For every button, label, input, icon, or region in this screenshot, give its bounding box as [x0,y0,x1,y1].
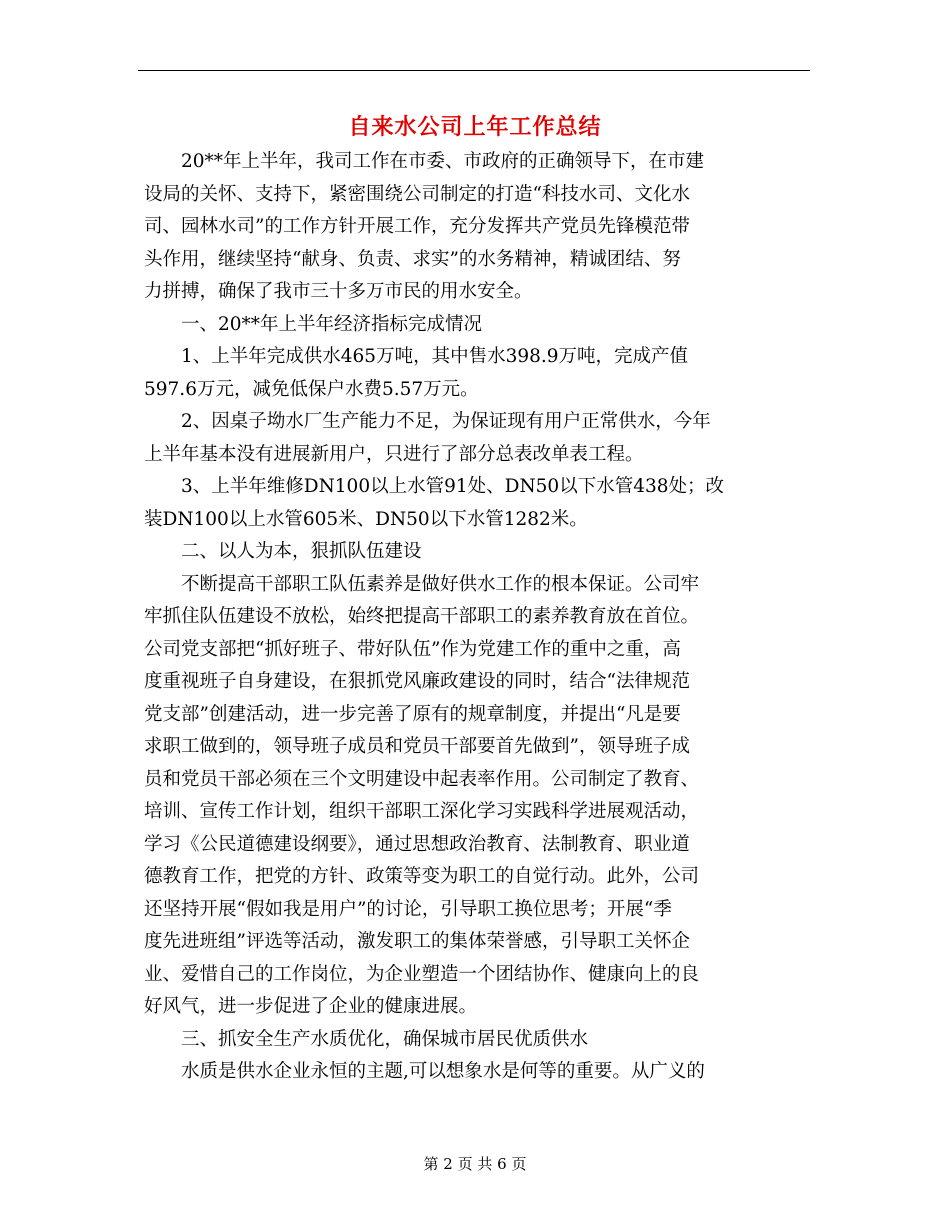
paragraph-team-building: 不断提高干部职工队伍素养是做好供水工作的根本保证。公司牢 牢抓住队伍建设不放松，始终把提高干部职工的素养教育放在首位。 公司党支部把“抓好班子、带好队伍”作为党建工作的重中之重，高 度重视班子自身建设，在狠抓党风廉政建设的同时，结合“法律规范 党支部”创建活动，进一步完善了原有的规章制度，并提出“凡是要 求职工做到的，领导班子成员和党员干部要首先做到”，领导班子成 员和党员干部必须在三个文明建设中起表率作用。公司制定了教育、 培训、宣传工作计划，组织干部职工深化学习实践科学进展观活动， 学习《公民道德建设纲要》，通过思想政治教育、法制教育、职业道 德教育工作，把党的方针、政策等变为职工的自觉行动。此外，公司 还坚持开展“假如我是用户”的讨论，引导职工换位思考；开展“季 度先进班组”评选等活动，激发职工的集体荣誉感，引导职工关怀企 业、爱惜自己的工作岗位，为企业塑造一个团结协作、健康向上的良 好风气，进一步促进了企业的健康进展。 [144,573,700,1017]
page-footer: 第 2 页 共 6 页 [423,1155,527,1173]
paragraph-item-1: 1、上半年完成供水465万吨，其中售水398.9万吨，完成产值 597.6万元，减免低保户水费5.57万元。 [144,346,689,400]
document-title: 自来水公司上年工作总结 [348,115,602,140]
section-heading-3: 三、抓安全生产水质优化，确保城市居民优质供水 [181,1028,589,1050]
header-rule [138,70,810,71]
paragraph-item-3: 3、上半年维修DN100以上水管91处、DN50以下水管438处；改 装DN100以上水管605米、DN50以下水管1282米。 [144,476,725,530]
paragraph-item-2: 2、因桌子坳水厂生产能力不足，为保证现有用户正常供水，今年 上半年基本没有进展新用户，只进行了部分总表改单表工程。 [144,411,711,465]
paragraph-intro: 20**年上半年，我司工作在市委、市政府的正确领导下，在市建 设局的关怀、支持下，紧密围绕公司制定的打造“科技水司、文化水 司、园林水司”的工作方针开展工作，充分发挥共产党员先锋模范带 头作用，继续坚持“献身、负责、求实”的水务精神，精诚团结、努 力拼搏，确保了我市三十多万市民的用水安全。 [144,151,705,302]
paragraph-water-quality: 水质是供水企业永恒的主题,可以想象水是何等的重要。从广义的 [181,1061,705,1082]
section-heading-2: 二、以人为本，狠抓队伍建设 [181,541,422,562]
section-heading-1: 一、20**年上半年经济指标完成情况 [181,313,483,335]
document-body [144,146,824,1089]
